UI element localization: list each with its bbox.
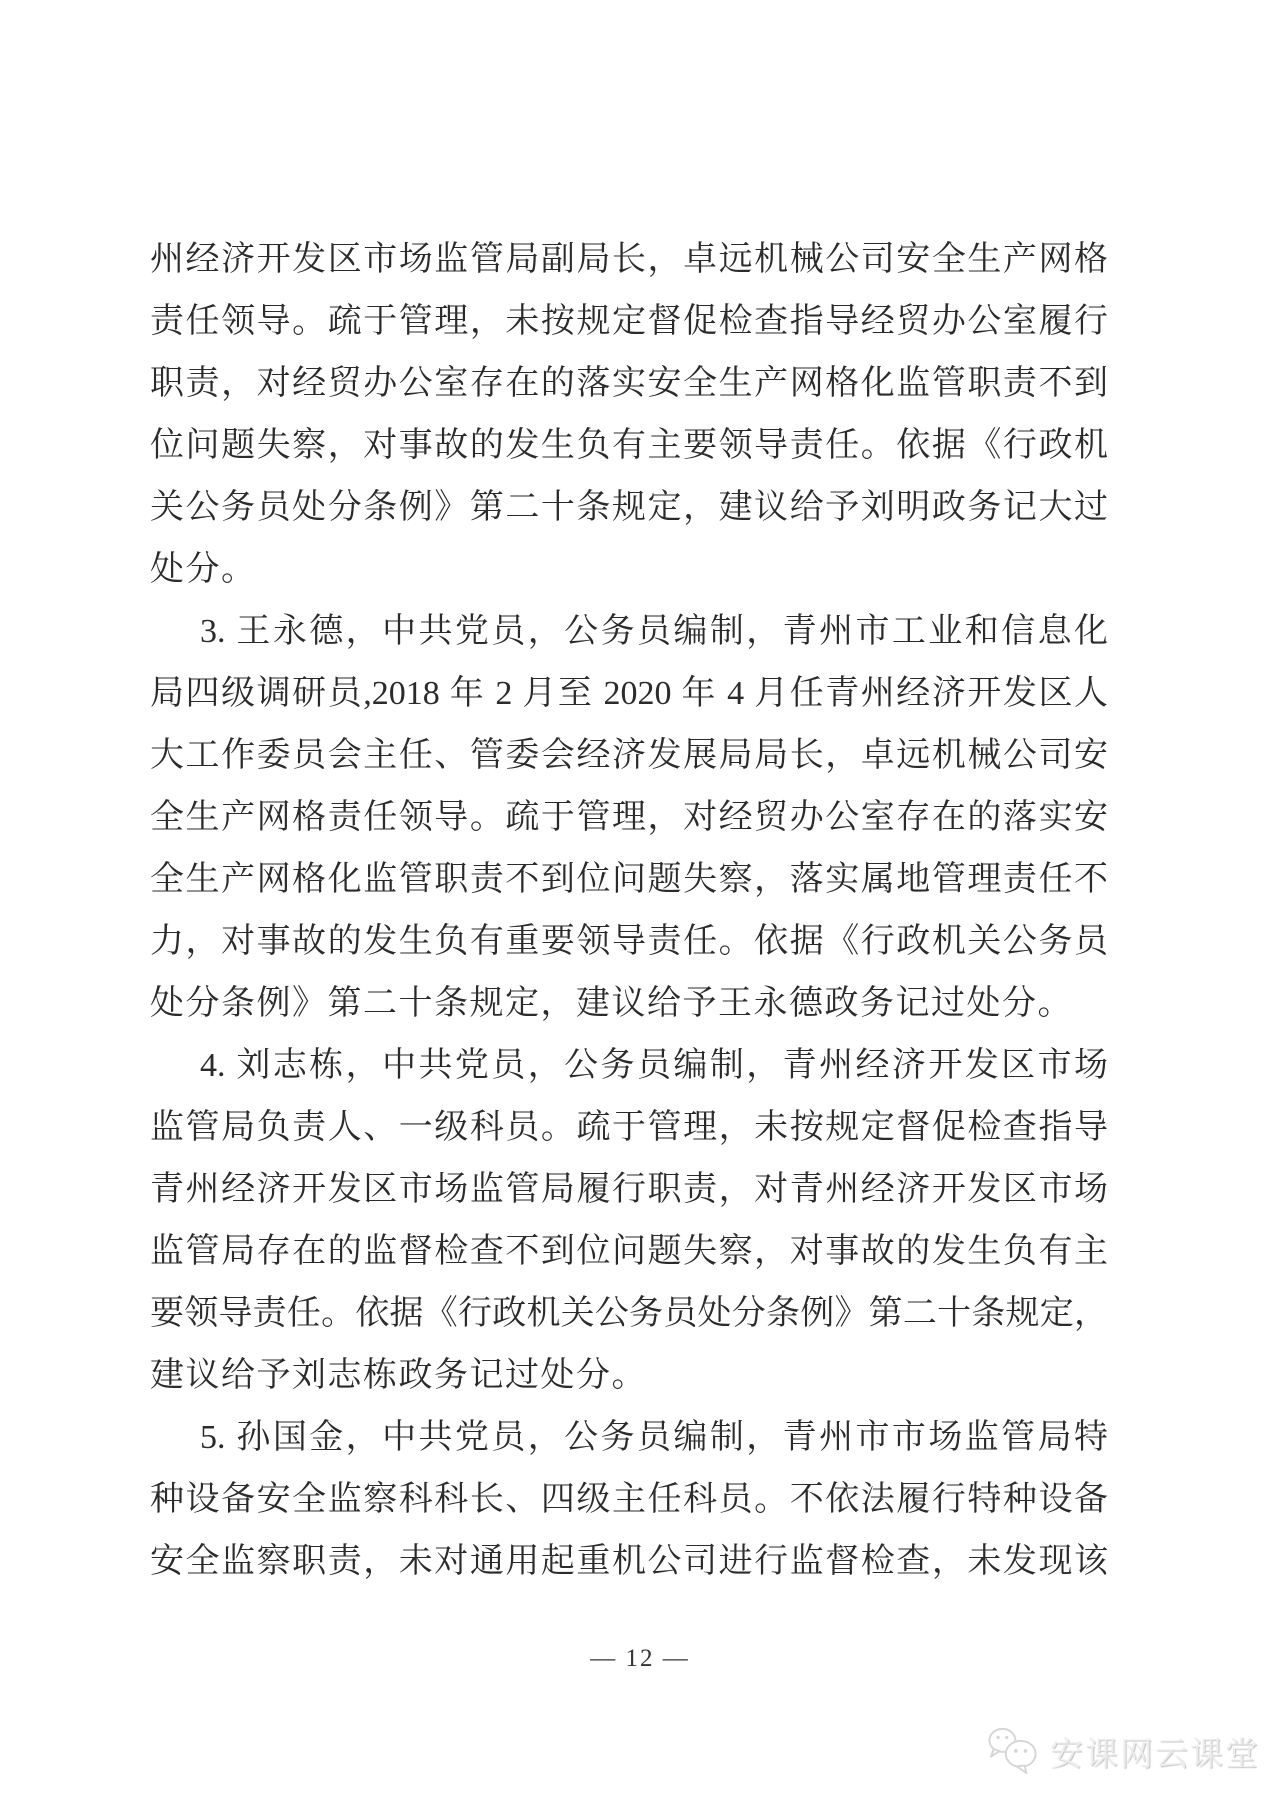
document-body	[150, 229, 1108, 1593]
body-line: 职责，对经贸办公室存在的落实安全生产网格化监管职责不到	[150, 365, 1108, 402]
body-line: 要领导责任。依据《行政机关公务员处分条例》第二十条规定，	[150, 1295, 1108, 1332]
body-line: 监管局负责人、一级科员。疏于管理，未按规定督促检查指导	[150, 1109, 1108, 1146]
watermark-brand-text: 安课网云课堂	[1050, 1736, 1260, 1773]
body-line: 关公务员处分条例》第二十条规定，建议给予刘明政务记大过	[150, 489, 1108, 526]
body-line: 种设备安全监察科科长、四级主任科员。不依法履行特种设备	[150, 1481, 1108, 1518]
body-line: 监管局存在的监督检查不到位问题失察，对事故的发生负有主	[150, 1233, 1108, 1270]
page-number: — 12 —	[590, 1645, 690, 1672]
body-line-item-3: 3. 王永德，中共党员，公务员编制，青州市工业和信息化	[200, 613, 1108, 650]
body-line: 全生产网格化监管职责不到位问题失察，落实属地管理责任不	[150, 861, 1108, 898]
body-line: 安全监察职责，未对通用起重机公司进行监督检查，未发现该	[150, 1543, 1108, 1580]
body-line: 处分。	[150, 551, 257, 588]
body-line: 责任领导。疏于管理，未按规定督促检查指导经贸办公室履行	[150, 303, 1108, 340]
body-line: 处分条例》第二十条规定，建议给予王永德政务记过处分。	[150, 985, 1073, 1022]
watermark	[984, 1726, 1260, 1776]
body-line: 位问题失察，对事故的发生负有主要领导责任。依据《行政机	[150, 427, 1108, 464]
body-line: 大工作委员会主任、管委会经济发展局局长，卓远机械公司安	[150, 737, 1108, 774]
body-line: 州经济开发区市场监管局副局长，卓远机械公司安全生产网格	[150, 241, 1108, 278]
body-line: 局四级调研员,2018 年 2 月至 2020 年 4 月任青州经济开发区人	[150, 675, 1108, 712]
body-line: 建议给予刘志栋政务记过处分。	[150, 1357, 647, 1394]
wechat-bubbles-icon	[984, 1726, 1042, 1776]
body-line: 青州经济开发区市场监管局履行职责，对青州经济开发区市场	[150, 1171, 1108, 1208]
body-line-item-4: 4. 刘志栋，中共党员，公务员编制，青州经济开发区市场	[200, 1047, 1108, 1084]
body-line-item-5: 5. 孙国金，中共党员，公务员编制，青州市市场监管局特	[200, 1419, 1108, 1456]
body-line: 力，对事故的发生负有重要领导责任。依据《行政机关公务员	[150, 923, 1108, 960]
body-line: 全生产网格责任领导。疏于管理，对经贸办公室存在的落实安	[150, 799, 1108, 836]
